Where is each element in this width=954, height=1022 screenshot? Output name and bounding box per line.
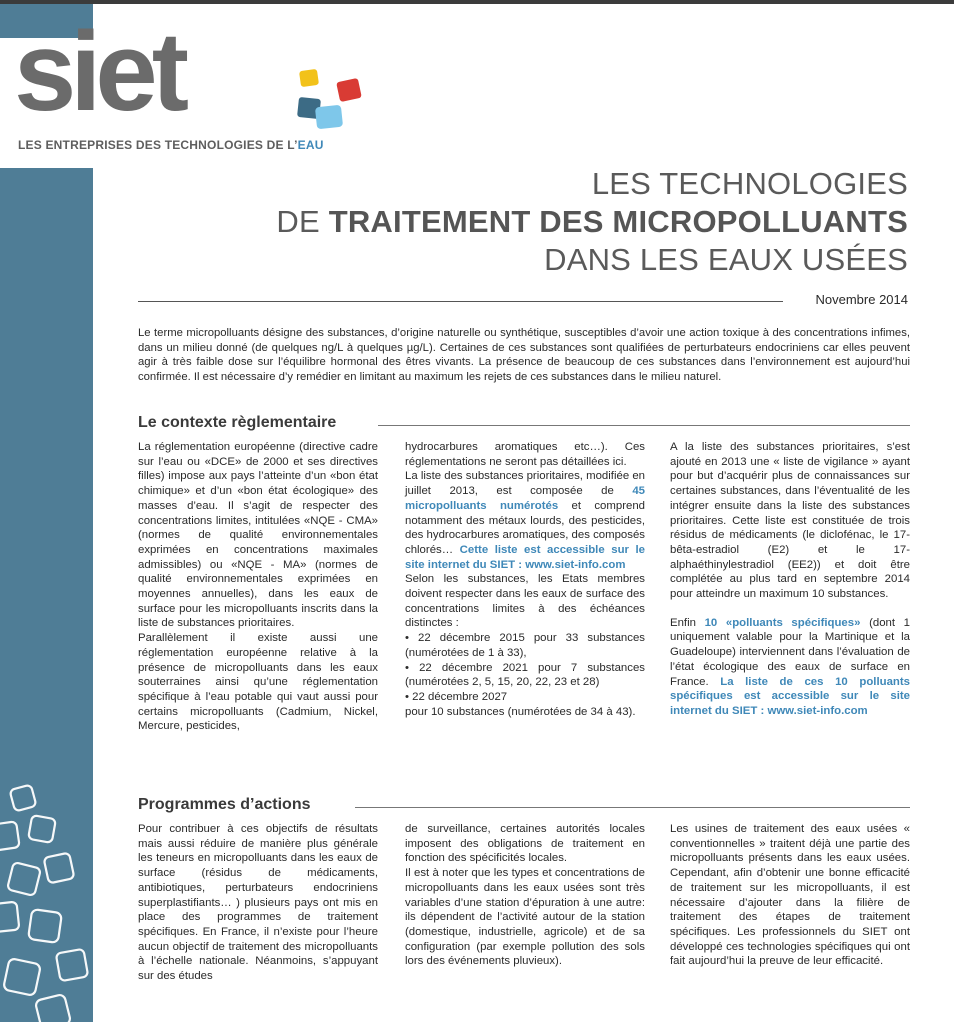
section-divider: [355, 807, 910, 808]
section-divider: [378, 425, 910, 426]
paragraph: de surveillance, certaines autorités locales imposent des obligations de traitement en fonction des spécificités locales.: [405, 823, 645, 865]
logo-tagline: [18, 138, 324, 152]
logo-tagline-main: LES ENTREPRISES DES TECHNOLOGIES DE L’: [18, 138, 298, 152]
text-run: (dont 1 uniquement valable pour la Martinique et la Guadeloupe) interviennent dans l’évaluation de l’état écologique des eaux de surface en France.: [670, 616, 910, 688]
title-line-3: DANS LES EAUX USÉES: [544, 242, 908, 277]
section1-column-1: [138, 440, 378, 734]
highlight-45-micropolluants: 45 micropolluants numérotés: [405, 485, 645, 512]
section2-column-3: [670, 822, 910, 969]
document-title: [148, 165, 908, 279]
title-line-2-bold: TRAITEMENT DES MICROPOLLUANTS: [328, 204, 908, 239]
text-run: et comprend notamment des métaux lourds, des pesticides, des hydrocarbures aromatiques, des composés chlorés…: [405, 499, 645, 556]
logo-wordmark: siet: [14, 9, 183, 134]
title-line-2-prefix: DE: [276, 204, 329, 239]
paragraph: Pour contribuer à ces objectifs de résultats mais aussi réduire de manière plus générale les teneurs en micropolluants dans les eaux de surface (résidus de médicaments, antibiotiques, perturbateurs endocriniens superplastifiants… ) plusieurs pays ont mis en place des programmes de traitement spécifiques. En France, il n’existe pour l’heure aucun objectif de traitement des micropolluants à l’échelle nationale. Néanmoins, s’appuyant sur des études: [138, 823, 378, 983]
text-run: La liste des substances prioritaires, modifiée en juillet 2013, est composée de: [405, 470, 645, 498]
paragraph: [670, 616, 910, 719]
siet-polluants-link[interactable]: La liste de ces 10 polluants spécifiques est accessible sur le site internet du SIET : www.siet-info.com: [670, 675, 910, 717]
paragraph: Il est à noter que les types et concentrations de micropolluants dans les eaux usées sont très variables d’une station d’épuration à une autre: ils dépendent de l’activité autour de la station (domestique, industrielle, agricole) et de sa configuration (par exemple pollution des sols lors des événements pluvieux).: [405, 867, 645, 968]
text-run: Enfin: [670, 616, 705, 629]
title-line-1: LES TECHNOLOGIES: [591, 166, 908, 201]
section1-column-3: [670, 440, 910, 719]
deadline-item: • 22 décembre 2015 pour 33 substances (numérotées de 1 à 33),: [405, 632, 645, 659]
paragraph: La réglementation européenne (directive cadre sur l’eau ou «DCE» de 2000 et ses directives filles) impose aux pays l’atteinte d’un «bon état chimique» et d’un «bon état écologique» des masses d’eau. Il s’agit de respecter des concentrations limites, intitulées «NQE - CMA» (normes de qualité environnementales exprimées en concentrations maximales admissibles) ou «NQE - MA» (normes de qualité environnementales exprimées en moyennes annuelles), dans les eaux de surface pour les micropolluants inscrits dans la liste de substances prioritaires.: [138, 441, 378, 630]
deadline-item: • 22 décembre 2027: [405, 690, 508, 703]
paragraph: hydrocarbures aromatiques etc…). Ces réglementations ne seront pas détaillées ici.: [405, 441, 645, 468]
date-divider: [138, 301, 783, 302]
deadline-item: • 22 décembre 2021 pour 7 substances (numérotées 2, 5, 15, 20, 22, 23 et 28): [405, 661, 645, 689]
logo-squares-icon: [296, 62, 376, 132]
logo-tagline-accent: EAU: [297, 138, 324, 152]
top-border: [0, 0, 954, 4]
paragraph: [405, 469, 645, 572]
deadline-item-cont: pour 10 substances (numérotées de 34 à 43).: [405, 705, 636, 718]
section1-column-2: [405, 440, 645, 719]
sidebar-band: [0, 168, 93, 1022]
section-heading-contexte: Le contexte règlementaire: [138, 414, 337, 431]
section2-column-1: [138, 822, 378, 984]
highlight-polluants-specifiques: 10 «polluants spécifiques»: [704, 616, 861, 629]
paragraph: Parallèlement il existe aussi une réglementation européenne relative à la présence de micropolluants dans les eaux souterraines ainsi qu’une réglementation spécifique à l’eau potable qui vaut aussi pour certains micropolluants (Cadmium, Nickel, Mercure, pesticides,: [138, 632, 378, 733]
intro-paragraph: Le terme micropolluants désigne des substances, d’origine naturelle ou synthétique, susceptibles d’avoir une action toxique à des concentrations infimes, dans un milieu donné (de quelques ng/L à quelques µg/L). Certaines de ces substances sont qualifiées de perturbateurs endocriniens car elles peuvent agir à très faible dose sur l’équilibre hormonal des êtres vivants. La présence de beaucoup de ces substances dans l’environnement est aujourd’hui confirmée. Il est nécessaire d’y remédier en limitant au maximum les rejets de ces substances dans le milieu naturel.: [138, 327, 910, 383]
title-line-2: [148, 203, 908, 241]
decorative-squares-graphic: [0, 783, 93, 1022]
section2-column-2: [405, 822, 645, 969]
section-heading-programmes: Programmes d’actions: [138, 796, 311, 813]
paragraph: A la liste des substances prioritaires, s’est ajouté en 2013 une « liste de vigilance » ayant pour but d’acquérir plus de connaissances sur certaines substances, dans l’éventualité de les intégrer ensuite dans la liste des substances prioritaires. Cette liste est constituée de trois résidus de médicaments (le diclofénac, le 17-bêta-estradiol (E2) et le 17-alphaéthinylestradiol (EE2)) et doit être complétée au plus tard en septembre 2014 pour atteindre un maximum 10 substances.: [670, 441, 910, 601]
paragraph: Selon les substances, les Etats membres doivent respecter dans les eaux de surface des concentrations limites à des échéances distinctes :: [405, 573, 645, 630]
publication-date: Novembre 2014: [815, 292, 908, 307]
siet-logo: [14, 9, 394, 165]
siet-list-link[interactable]: Cette liste est accessible sur le site internet du SIET : www.siet-info.com: [405, 543, 646, 571]
paragraph: Les usines de traitement des eaux usées « conventionnelles » traitent déjà une partie des micropolluants présents dans les eaux usées. Cependant, afin d’obtenir une bonne efficacité de traitement sur les micropolluants, il est nécessaire d’ajouter dans la filière de traitement des étapes de traitement spécifiques. Les professionnels du SIET ont développé ces technologies spécifiques qui ont fait aujourd’hui la preuve de leur efficacité.: [670, 823, 910, 968]
